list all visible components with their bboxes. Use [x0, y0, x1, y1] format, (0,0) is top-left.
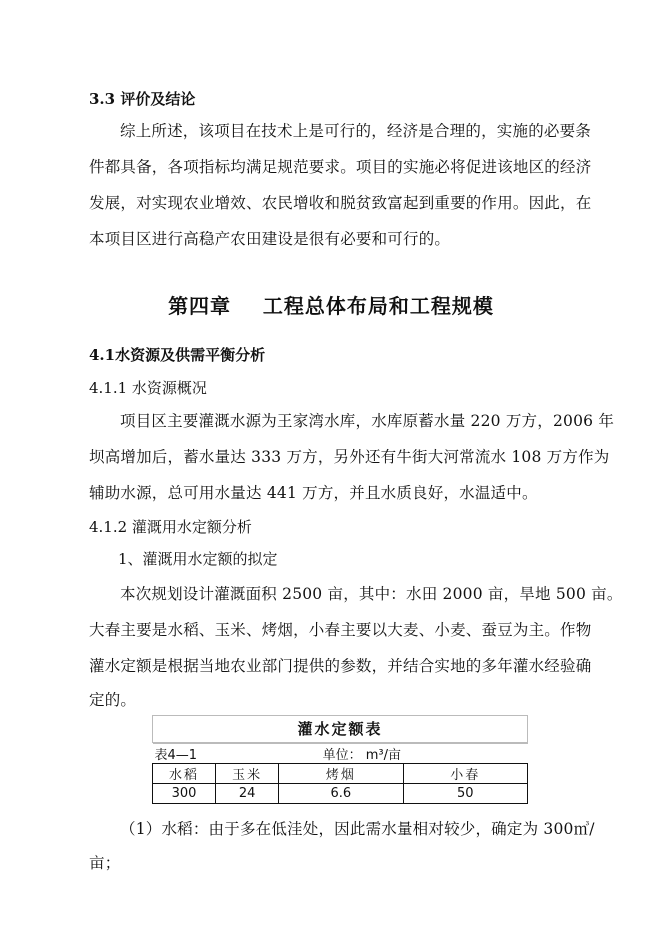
section-4-1-heading: 4.1水资源及供需平衡分析 — [89, 346, 266, 364]
paragraph-line: 本项目区进行高稳产农田建设是很有必要和可行的。 — [89, 230, 451, 248]
irrigation-quota-table — [152, 715, 528, 803]
section-4-1-1-heading: 4.1.1 水资源概况 — [89, 379, 207, 397]
table-value-cell: 300 — [153, 784, 216, 804]
note-line: （1）水稻：由于多在低洼处，因此需水量相对较少，确定为 300㎥/ — [120, 820, 595, 838]
table-value-cell: 50 — [403, 784, 527, 804]
paragraph-line: 发展，对实现农业增效、农民增收和脱贫致富起到重要的作用。因此，在 — [89, 194, 592, 212]
paragraph-line: 本次规划设计灌溉面积 2500 亩，其中：水田 2000 亩，旱地 500 亩。 — [120, 585, 623, 603]
table-header-cell: 小春 — [403, 764, 527, 784]
section-3-3-heading: 3.3 评价及结论 — [89, 90, 196, 108]
list-item-1: 1、灌溉用水定额的拟定 — [118, 550, 278, 568]
paragraph-line: 灌水定额是根据当地农业部门提供的参数，并结合实地的多年灌水经验确 — [89, 657, 592, 675]
paragraph-line: 大春主要是水稻、玉米、烤烟，小春主要以大麦、小麦、蚕豆为主。作物 — [89, 621, 592, 639]
table-label: 表4—1 — [153, 744, 279, 764]
paragraph-line: 坝高增加后，蓄水量达 333 万方，另外还有牛街大河常流水 108 万方作为 — [89, 448, 610, 466]
table-header-cell: 烤烟 — [279, 764, 403, 784]
paragraph-line: 件都具备，各项指标均满足规范要求。项目的实施必将促进该地区的经济 — [89, 158, 592, 176]
paragraph-line: 综上所述，该项目在技术上是可行的，经济是合理的，实施的必要条 — [120, 122, 592, 140]
paragraph-line: 项目区主要灌溉水源为王家湾水库，水库原蓄水量 220 万方，2006 年 — [120, 412, 615, 430]
chapter-title: 第四章 工程总体布局和工程规模 — [168, 294, 494, 318]
table-header-cell: 水稻 — [153, 764, 216, 784]
paragraph-line: 辅助水源，总可用水量达 441 万方，并且水质良好，水温适中。 — [89, 484, 538, 502]
paragraph-line: 定的。 — [89, 691, 137, 709]
table-unit: 单位： m³/亩 — [279, 744, 528, 764]
table-title: 灌水定额表 — [152, 715, 528, 743]
table-value-cell: 24 — [216, 784, 279, 804]
quota-table-grid — [152, 743, 528, 804]
note-line: 亩； — [89, 854, 121, 872]
table-header-cell: 玉米 — [216, 764, 279, 784]
table-value-cell: 6.6 — [279, 784, 403, 804]
section-4-1-2-heading: 4.1.2 灌溉用水定额分析 — [89, 518, 252, 536]
